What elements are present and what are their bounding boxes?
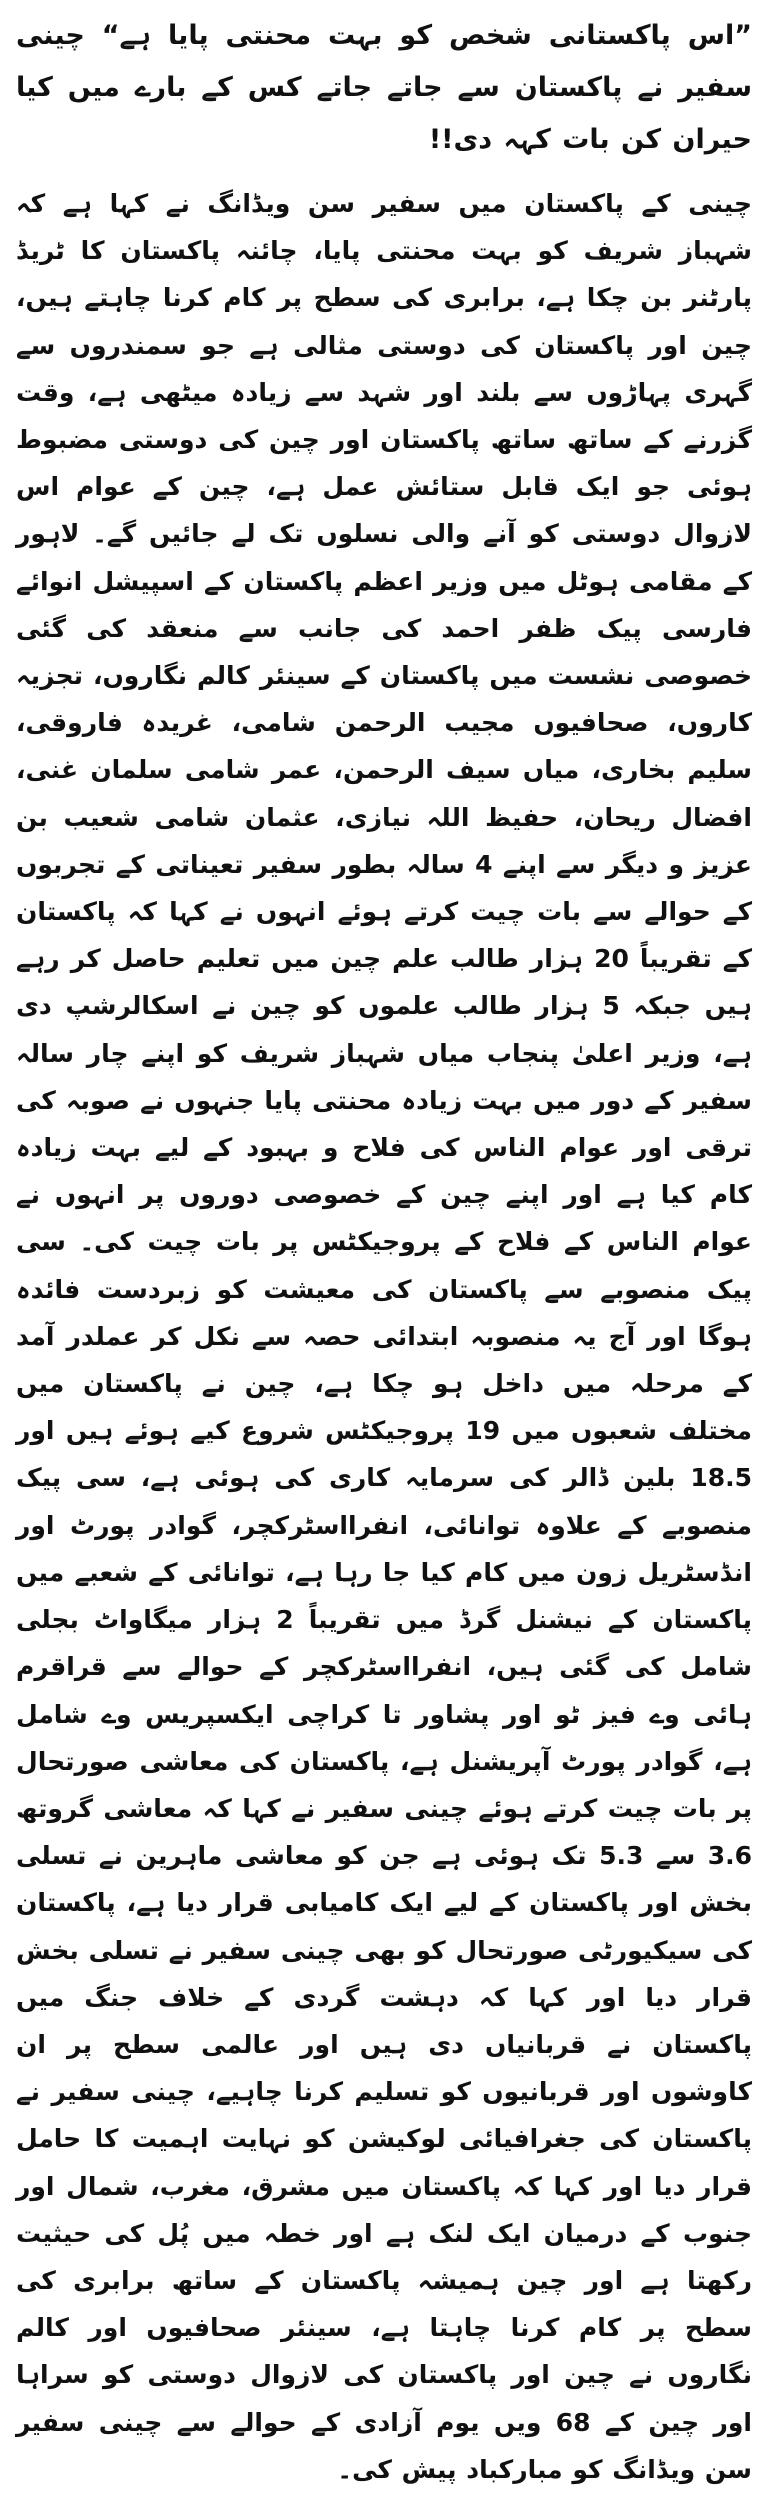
article-body: چینی کے پاکستان میں سفیر سن ویڈانگ نے کہا ہے کہ شہباز شریف کو بہت محنتی پایا، چائنہ پاکستان کا ٹریڈ پارٹنر بن چکا ہے، برابری کی سطح پر کام کرنا چاہتے ہیں، چین اور پاکستان کی دوستی مثالی ہے جو سمندروں سے گہری پہاڑوں سے بلند اور شہد سے زیادہ میٹھی ہے، وقت گزرنے کے ساتھ ساتھ پاکستان اور چین کی دوستی مضبوط ہوئی جو ایک قابل ستائش عمل ہے، چین کے عوام اس لازوال دوستی کو آنے والی نسلوں تک لے جائیں گے۔ لاہور کے مقامی ہوٹل میں وزیر اعظم پاکستان کے اسپیشل انوائے فارسی پیک ظفر احمد کی جانب سے منعقد کی گئی خصوصی نشست میں پاکستان کے سینئر کالم نگاروں، تجزیہ کاروں، صحافیوں مجیب الرحمن شامی، غریدہ فاروقی، سلیم بخاری، میاں سیف الرحمن، عمر شامی سلمان غنی، افضال ریحان، حفیظ اللہ نیازی، عثمان شامی شعیب بن عزیز و دیگر سے اپنے 4 سالہ بطور سفیر تعیناتی کے تجربوں کے حوالے سے بات چیت کرتے ہوئے انہوں نے کہا کہ پاکستان کے تقریباً 20 ہزار طالب علم چین میں تعلیم حاصل کر رہے ہیں جبکہ 5 ہزار طالب علموں کو چین نے اسکالرشپ دی ہے، وزیر اعلیٰ پنجاب میاں شہباز شریف کو اپنے چار سالہ سفیر کے دور میں بہت زیادہ محنتی پایا جنہوں نے صوبہ کی ترقی اور عوام الناس کی فلاح و بہبود کے لیے بہت زیادہ کام کیا ہے اور اپنے چین کے خصوصی دوروں پر انہوں نے عوام الناس کے فلاح کے پروجیکٹس پر بات چیت کی۔ سی پیک منصوبے سے پاکستان کی معیشت کو زبردست فائدہ ہوگا اور آج یہ منصوبہ ابتدائی حصہ سے نکل کر عملدر آمد کے مرحلہ میں داخل ہو چکا ہے، چین نے پاکستان میں مختلف شعبوں میں 19 پروجیکٹس شروع کیے ہوئے ہیں اور 18.5 بلین ڈالر کی سرمایہ کاری کی ہوئی ہے، سی پیک منصوبے کے علاوہ توانائی، انفرااسٹرکچر، گوادر پورٹ اور انڈسٹریل زون میں کام کیا جا رہا ہے، توانائی کے شعبے میں پاکستان کے نیشنل گرڈ میں تقریباً 2 ہزار میگاواٹ بجلی شامل کی گئی ہیں، انفرااسٹرکچر کے حوالے سے قراقرم ہائی وے فیز ٹو اور پشاور تا کراچی ایکسپریس وے شامل ہے، گوادر پورٹ آپریشنل ہے، پاکستان کی معاشی صورتحال پر بات چیت کرتے ہوئے چینی سفیر نے کہا کہ معاشی گروتھ 3.6 سے 5.3 تک ہوئی ہے جن کو معاشی ماہرین نے تسلی بخش اور پاکستان کے لیے ایک کامیابی قرار دیا ہے، پاکستان کی سیکیورٹی صورتحال کو بھی چینی سفیر نے تسلی بخش قرار دیا اور کہا کہ دہشت گردی کے خلاف جنگ میں پاکستان نے قربانیاں دی ہیں اور عالمی سطح پر ان کاوشوں اور قربانیوں کو تسلیم کرنا چاہیے، چینی سفیر نے پاکستان کی جغرافیائی لوکیشن کو نہایت اہمیت کا حامل قرار دیا اور کہا کہ پاکستان میں مشرق، مغرب، شمال اور جنوب کے درمیان ایک لنک ہے اور خطہ میں پُل کی حیثیت رکھتا ہے اور چین ہمیشہ پاکستان کے ساتھ برابری کی سطح پر کام کرنا چاہتا ہے، سینئر صحافیوں اور کالم نگاروں نے چین اور پاکستان کی لازوال دوستی کو سراہا اور چین کے 68 ویں یوم آزادی کے حوالے سے چینی سفیر سن ویڈانگ کو مبارکباد پیش کی۔ xyxy=(16,189,753,2484)
article-headline: ”اس پاکستانی شخص کو بہت محنتی پایا ہے“ چینی سفیر نے پاکستان سے جاتے جاتے کس کے بارے میں کیا حیران کن بات کہہ دی!! xyxy=(16,20,752,155)
